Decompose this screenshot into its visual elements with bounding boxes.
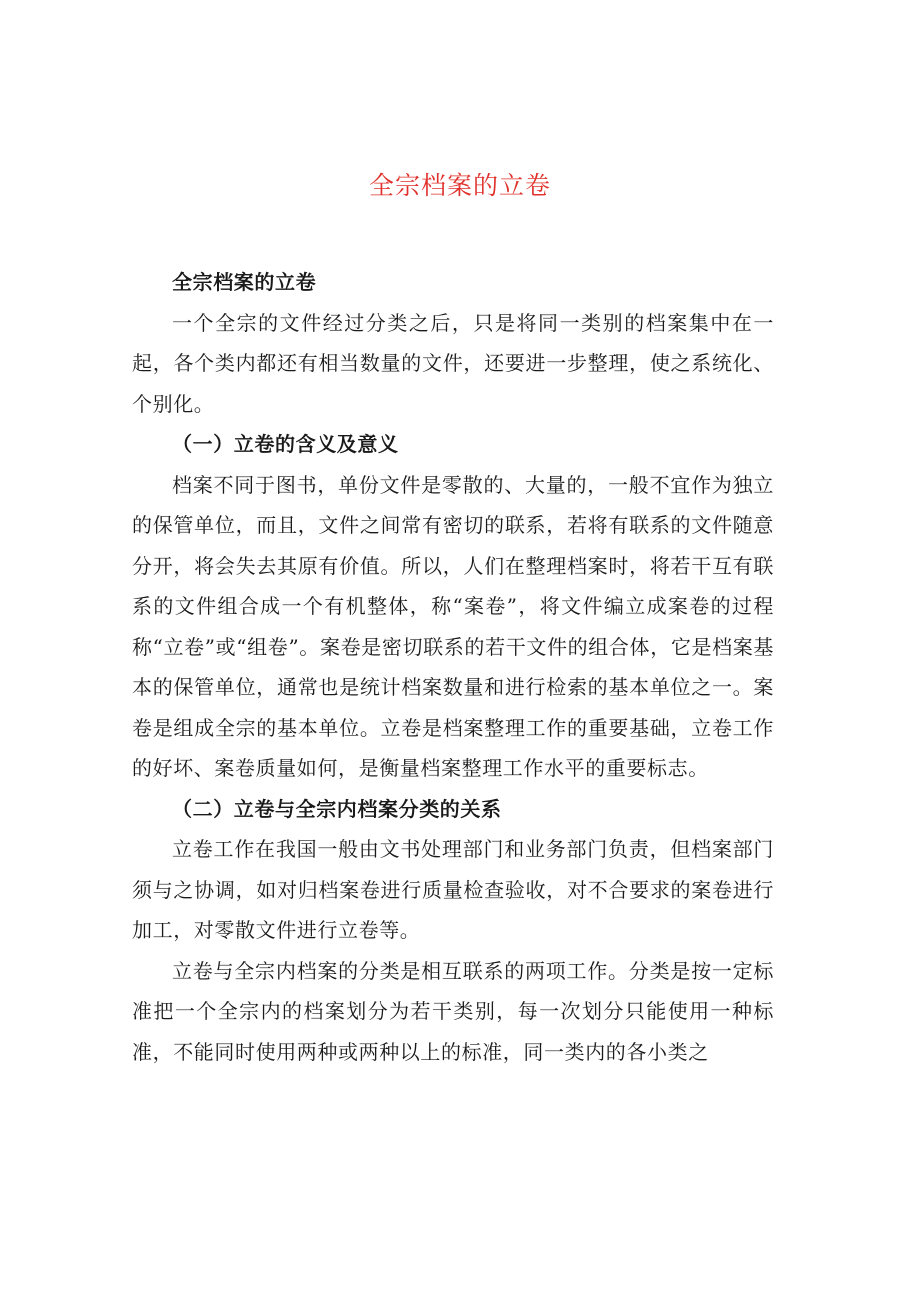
paragraph: 立卷工作在我国一般由文书处理部门和业务部门负责，但档案部门须与之协调，如对归档案卷进行质量检查验收，对不合要求的案卷进行加工，对零散文件进行立卷等。 <box>132 837 774 942</box>
section-heading: （二）立卷与全宗内档案分类的关系 <box>172 796 502 821</box>
paragraph: 档案不同于图书，单份文件是零散的、大量的，一般不宜作为独立的保管单位，而且，文件之间常有密切的联系，若将有联系的文件随意分开，将会失去其原有价值。所以，人们在整理档案时，将若干互有联系的文件组合成一个有机整体，称“案卷”，将文件编立成案卷的过程称“立卷”或“组卷”。案卷是密切联系的若干文件的组合体，它是档案基本的保管单位，通常也是统计档案数量和进行检索的基本单位之一。案卷是组成全宗的基本单位。立卷是档案整理工作的重要基础，立卷工作的好坏、案卷质量如何，是衡量档案整理工作水平的重要标志。 <box>132 472 774 780</box>
document-heading: 全宗档案的立卷 <box>172 270 317 294</box>
document-title: 全宗档案的立卷 <box>368 171 551 200</box>
section-heading: （一）立卷的含义及意义 <box>172 432 399 456</box>
paragraph: 立卷与全宗内档案的分类是相互联系的两项工作。分类是按一定标准把一个全宗内的档案划分为若干类别，每一次划分只能使用一种标准，不能同时使用两种或两种以上的标准，同一类内的各小类之 <box>132 958 774 1064</box>
document-body <box>132 262 774 1072</box>
paragraph: 一个全宗的文件经过分类之后，只是将同一类别的档案集中在一起，各个类内都还有相当数量的文件，还要进一步整理，使之系统化、个别化。 <box>132 310 774 416</box>
